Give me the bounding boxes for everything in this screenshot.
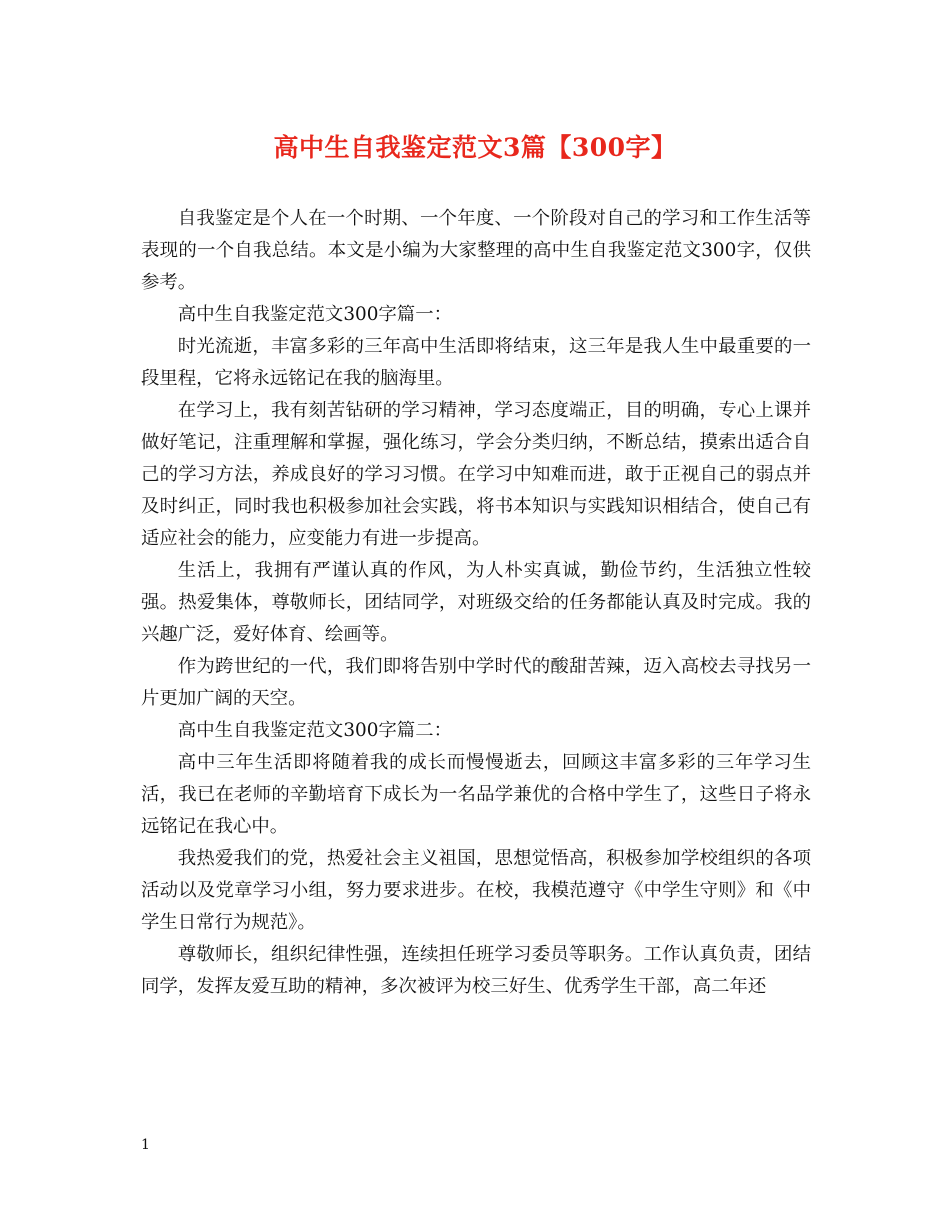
paragraph: 我热爱我们的党，热爱社会主义祖国，思想觉悟高，积极参加学校组织的各项活动以及党章学习小组，努力要求进步。在校，我模范遵守《中学生守则》和《中学生日常行为规范》。 [141, 848, 811, 933]
paragraph-intro: 自我鉴定是个人在一个时期、一个年度、一个阶段对自己的学习和工作生活等表现的一个自我总结。本文是小编为大家整理的高中生自我鉴定范文300字，仅供参考。 [141, 208, 811, 293]
document-title: 高中生自我鉴定范文3篇【300字】 [273, 133, 677, 162]
paragraph: 时光流逝，丰富多彩的三年高中生活即将结束，这三年是我人生中最重要的一段里程，它将永远铭记在我的脑海里。 [141, 336, 811, 389]
section-heading-two: 高中生自我鉴定范文300字篇二： [177, 720, 452, 741]
document-body [141, 203, 811, 1003]
paragraph: 尊敬师长，组织纪律性强，连续担任班学习委员等职务。工作认真负责，团结同学，发挥友爱互助的精神，多次被评为校三好生、优秀学生干部，高二年还 [141, 944, 811, 997]
page-number: 1 [141, 1137, 150, 1153]
paragraph: 高中三年生活即将随着我的成长而慢慢逝去，回顾这丰富多彩的三年学习生活，我已在老师的辛勤培育下成长为一名品学兼优的合格中学生了，这些日子将永远铭记在我心中。 [141, 752, 811, 837]
paragraph: 作为跨世纪的一代，我们即将告别中学时代的酸甜苦辣，迈入高校去寻找另一片更加广阔的天空。 [141, 656, 811, 709]
paragraph: 在学习上，我有刻苦钻研的学习精神，学习态度端正，目的明确，专心上课并做好笔记，注重理解和掌握，强化练习，学会分类归纳，不断总结，摸索出适合自己的学习方法，养成良好的学习习惯。在学习中知难而进，敢于正视自己的弱点并及时纠正，同时我也积极参加社会实践，将书本知识与实践知识相结合，使自己有适应社会的能力，应变能力有进一步提高。 [141, 400, 811, 549]
section-heading-one: 高中生自我鉴定范文300字篇一： [177, 304, 452, 325]
paragraph: 生活上，我拥有严谨认真的作风，为人朴实真诚，勤俭节约，生活独立性较强。热爱集体，尊敬师长，团结同学，对班级交给的任务都能认真及时完成。我的兴趣广泛，爱好体育、绘画等。 [141, 560, 811, 645]
